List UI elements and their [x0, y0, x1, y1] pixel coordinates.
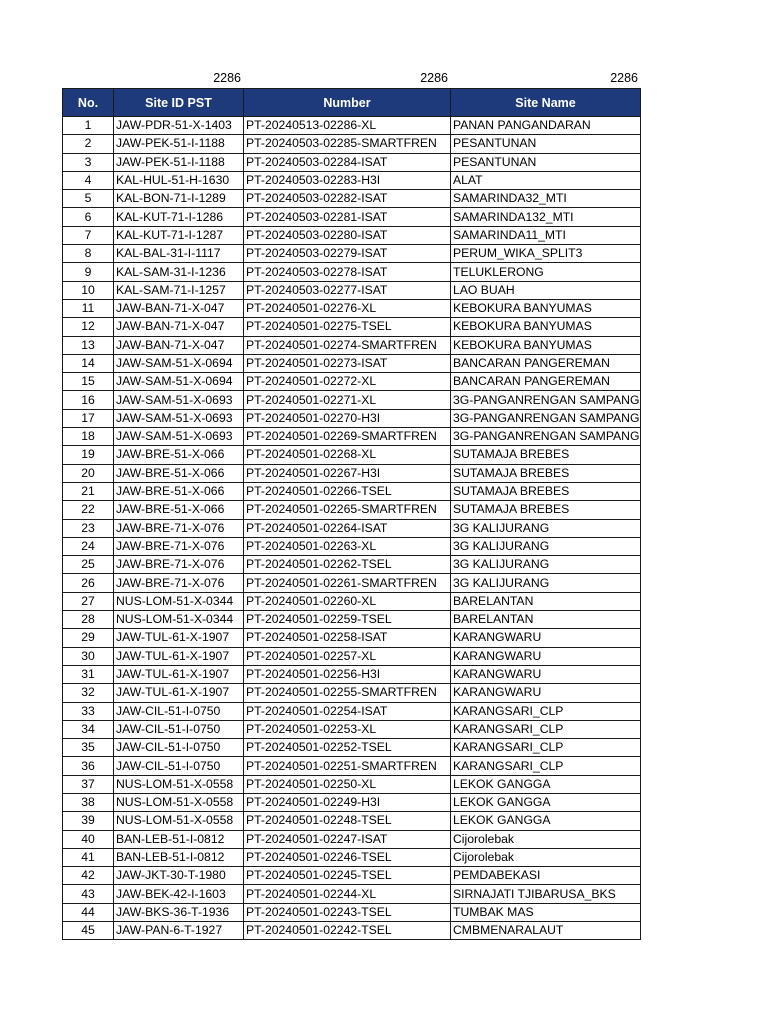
cell-no[interactable]: 12	[63, 318, 114, 336]
table-row	[63, 757, 641, 775]
cell-number[interactable]: PT-20240501-02266-TSEL	[244, 482, 451, 500]
cell-site-name[interactable]: TUMBAK MAS	[451, 903, 641, 921]
column-count-row	[62, 68, 640, 88]
cell-site-name[interactable]: LEKOK GANGGA	[451, 812, 641, 830]
cell-site-name[interactable]: KARANGWARU	[451, 647, 641, 665]
cell-no[interactable]: 45	[63, 922, 114, 940]
header-row	[63, 89, 641, 117]
cell-no[interactable]: 23	[63, 519, 114, 537]
cell-number[interactable]: PT-20240501-02269-SMARTFREN	[244, 428, 451, 446]
cell-site-name[interactable]: LAO BUAH	[451, 281, 641, 299]
cell-number[interactable]: PT-20240501-02247-ISAT	[244, 830, 451, 848]
header-site-id[interactable]: Site ID PST	[114, 89, 244, 117]
cell-site-name[interactable]: 3G-PANGANRENGAN SAMPANG	[451, 391, 641, 409]
table-row	[63, 629, 641, 647]
cell-site-name[interactable]: KEBOKURA BANYUMAS	[451, 299, 641, 317]
table-row	[63, 885, 641, 903]
cell-number[interactable]: PT-20240501-02246-TSEL	[244, 848, 451, 866]
cell-no[interactable]: 30	[63, 647, 114, 665]
cell-number[interactable]: PT-20240501-02250-XL	[244, 775, 451, 793]
table-row	[63, 867, 641, 885]
cell-site-name[interactable]: 3G-PANGANRENGAN SAMPANG	[451, 428, 641, 446]
cell-site-id[interactable]: JAW-BAN-71-X-047	[114, 336, 244, 354]
cell-site-name[interactable]: 3G KALIJURANG	[451, 537, 641, 555]
cell-site-id[interactable]: BAN-LEB-51-I-0812	[114, 830, 244, 848]
table-row	[63, 830, 641, 848]
cell-site-id[interactable]: JAW-SAM-51-X-0693	[114, 391, 244, 409]
cell-site-name[interactable]: BARELANTAN	[451, 592, 641, 610]
cell-number[interactable]: PT-20240501-02270-H3I	[244, 409, 451, 427]
cell-site-name[interactable]: 3G-PANGANRENGAN SAMPANG	[451, 409, 641, 427]
cell-no[interactable]: 22	[63, 501, 114, 519]
cell-no[interactable]: 26	[63, 574, 114, 592]
cell-site-id[interactable]: JAW-PEK-51-I-1188	[114, 135, 244, 153]
cell-site-id[interactable]: JAW-BRE-71-X-076	[114, 537, 244, 555]
table-row	[63, 171, 641, 189]
table-row	[63, 226, 641, 244]
cell-site-name[interactable]: PESANTUNAN	[451, 153, 641, 171]
cell-site-id[interactable]: JAW-BRE-71-X-076	[114, 574, 244, 592]
cell-no[interactable]: 21	[63, 482, 114, 500]
cell-site-name[interactable]: KARANGWARU	[451, 629, 641, 647]
cell-no[interactable]: 44	[63, 903, 114, 921]
cell-number[interactable]: PT-20240503-02283-H3I	[244, 171, 451, 189]
cell-site-name[interactable]: KEBOKURA BANYUMAS	[451, 318, 641, 336]
table-row	[63, 409, 641, 427]
cell-number[interactable]: PT-20240501-02242-TSEL	[244, 922, 451, 940]
cell-site-name[interactable]: TELUKLERONG	[451, 263, 641, 281]
table-row	[63, 299, 641, 317]
cell-site-id[interactable]: KAL-KUT-71-I-1286	[114, 208, 244, 226]
cell-site-id[interactable]: JAW-SAM-51-X-0694	[114, 354, 244, 372]
cell-site-name[interactable]: KARANGWARU	[451, 684, 641, 702]
table-row	[63, 739, 641, 757]
cell-no[interactable]: 31	[63, 665, 114, 683]
cell-number[interactable]: PT-20240513-02286-XL	[244, 117, 451, 135]
cell-no[interactable]: 14	[63, 354, 114, 372]
cell-no[interactable]: 7	[63, 226, 114, 244]
table-row	[63, 446, 641, 464]
cell-number[interactable]: PT-20240503-02277-ISAT	[244, 281, 451, 299]
cell-no[interactable]: 8	[63, 245, 114, 263]
cell-number[interactable]: PT-20240503-02281-ISAT	[244, 208, 451, 226]
cell-number[interactable]: PT-20240503-02285-SMARTFREN	[244, 135, 451, 153]
cell-number[interactable]: PT-20240501-02274-SMARTFREN	[244, 336, 451, 354]
table-row	[63, 190, 641, 208]
table-row	[63, 318, 641, 336]
cell-number[interactable]: PT-20240501-02243-TSEL	[244, 903, 451, 921]
cell-site-name[interactable]: 3G KALIJURANG	[451, 574, 641, 592]
table-row	[63, 336, 641, 354]
cell-number[interactable]: PT-20240501-02258-ISAT	[244, 629, 451, 647]
cell-site-name[interactable]: SUTAMAJA BREBES	[451, 446, 641, 464]
cell-site-name[interactable]: BANCARAN PANGEREMAN	[451, 354, 641, 372]
cell-no[interactable]: 19	[63, 446, 114, 464]
cell-site-id[interactable]: NUS-LOM-51-X-0344	[114, 611, 244, 629]
cell-no[interactable]: 24	[63, 537, 114, 555]
table-row	[63, 903, 641, 921]
cell-site-name[interactable]: KEBOKURA BANYUMAS	[451, 336, 641, 354]
cell-site-id[interactable]: KAL-BON-71-I-1289	[114, 190, 244, 208]
cell-no[interactable]: 38	[63, 793, 114, 811]
table-row	[63, 574, 641, 592]
cell-no[interactable]: 29	[63, 629, 114, 647]
cell-no[interactable]: 9	[63, 263, 114, 281]
table-row	[63, 391, 641, 409]
table-row	[63, 848, 641, 866]
cell-site-name[interactable]: SUTAMAJA BREBES	[451, 501, 641, 519]
cell-no[interactable]: 25	[63, 556, 114, 574]
cell-number[interactable]: PT-20240501-02248-TSEL	[244, 812, 451, 830]
table-body	[63, 117, 641, 940]
cell-number[interactable]: PT-20240501-02265-SMARTFREN	[244, 501, 451, 519]
count-site-name: 2286	[610, 71, 638, 85]
cell-no[interactable]: 35	[63, 739, 114, 757]
cell-number[interactable]: PT-20240501-02245-TSEL	[244, 867, 451, 885]
header-no[interactable]: No.	[63, 89, 114, 117]
cell-site-id[interactable]: NUS-LOM-51-X-0558	[114, 793, 244, 811]
cell-site-id[interactable]: JAW-CIL-51-I-0750	[114, 702, 244, 720]
table-row	[63, 117, 641, 135]
cell-site-name[interactable]: LEKOK GANGGA	[451, 775, 641, 793]
cell-no[interactable]: 5	[63, 190, 114, 208]
cell-no[interactable]: 10	[63, 281, 114, 299]
cell-number[interactable]: PT-20240501-02271-XL	[244, 391, 451, 409]
cell-number[interactable]: PT-20240501-02273-ISAT	[244, 354, 451, 372]
table-row	[63, 537, 641, 555]
cell-site-name[interactable]: Cijorolebak	[451, 848, 641, 866]
cell-site-id[interactable]: JAW-CIL-51-I-0750	[114, 720, 244, 738]
cell-site-id[interactable]: KAL-SAM-31-I-1236	[114, 263, 244, 281]
table-row	[63, 482, 641, 500]
cell-no[interactable]: 15	[63, 373, 114, 391]
cell-site-id[interactable]: JAW-BRE-51-X-066	[114, 501, 244, 519]
cell-no[interactable]: 17	[63, 409, 114, 427]
cell-no[interactable]: 41	[63, 848, 114, 866]
cell-number[interactable]: PT-20240501-02267-H3I	[244, 464, 451, 482]
cell-site-id[interactable]: JAW-BRE-51-X-066	[114, 464, 244, 482]
cell-site-name[interactable]: KARANGSARI_CLP	[451, 720, 641, 738]
cell-number[interactable]: PT-20240501-02261-SMARTFREN	[244, 574, 451, 592]
table-row	[63, 245, 641, 263]
cell-site-id[interactable]: JAW-BAN-71-X-047	[114, 318, 244, 336]
cell-site-name[interactable]: KARANGSARI_CLP	[451, 757, 641, 775]
cell-site-name[interactable]: PERUM_WIKA_SPLIT3	[451, 245, 641, 263]
table-row	[63, 775, 641, 793]
cell-site-id[interactable]: JAW-CIL-51-I-0750	[114, 739, 244, 757]
cell-number[interactable]: PT-20240501-02256-H3I	[244, 665, 451, 683]
cell-site-id[interactable]: JAW-BKS-36-T-1936	[114, 903, 244, 921]
cell-number[interactable]: PT-20240501-02264-ISAT	[244, 519, 451, 537]
table-row	[63, 793, 641, 811]
cell-number[interactable]: PT-20240501-02276-XL	[244, 299, 451, 317]
cell-site-name[interactable]: PANAN PANGANDARAN	[451, 117, 641, 135]
cell-site-id[interactable]: KAL-HUL-51-H-1630	[114, 171, 244, 189]
cell-no[interactable]: 20	[63, 464, 114, 482]
cell-site-id[interactable]: JAW-JKT-30-T-1980	[114, 867, 244, 885]
cell-no[interactable]: 32	[63, 684, 114, 702]
cell-site-id[interactable]: JAW-PDR-51-X-1403	[114, 117, 244, 135]
table-row	[63, 592, 641, 610]
cell-no[interactable]: 18	[63, 428, 114, 446]
table-row	[63, 208, 641, 226]
cell-site-name[interactable]: PESANTUNAN	[451, 135, 641, 153]
table-row	[63, 647, 641, 665]
table-row	[63, 428, 641, 446]
cell-number[interactable]: PT-20240501-02254-ISAT	[244, 702, 451, 720]
cell-site-name[interactable]: KARANGSARI_CLP	[451, 702, 641, 720]
cell-site-name[interactable]: SUTAMAJA BREBES	[451, 482, 641, 500]
cell-site-id[interactable]: JAW-TUL-61-X-1907	[114, 647, 244, 665]
count-number: 2286	[420, 71, 448, 85]
table-row	[63, 519, 641, 537]
cell-number[interactable]: PT-20240503-02279-ISAT	[244, 245, 451, 263]
cell-no[interactable]: 28	[63, 611, 114, 629]
table-row	[63, 556, 641, 574]
cell-site-id[interactable]: JAW-BRE-71-X-076	[114, 556, 244, 574]
cell-site-id[interactable]: JAW-SAM-51-X-0694	[114, 373, 244, 391]
cell-site-name[interactable]: Cijorolebak	[451, 830, 641, 848]
cell-number[interactable]: PT-20240501-02244-XL	[244, 885, 451, 903]
table-row	[63, 611, 641, 629]
cell-no[interactable]: 16	[63, 391, 114, 409]
cell-number[interactable]: PT-20240503-02282-ISAT	[244, 190, 451, 208]
cell-no[interactable]: 36	[63, 757, 114, 775]
table-row	[63, 922, 641, 940]
table-row	[63, 281, 641, 299]
cell-site-id[interactable]: KAL-SAM-71-I-1257	[114, 281, 244, 299]
table-row	[63, 263, 641, 281]
table-row	[63, 665, 641, 683]
cell-no[interactable]: 13	[63, 336, 114, 354]
cell-no[interactable]: 37	[63, 775, 114, 793]
cell-site-name[interactable]: PEMDABEKASI	[451, 867, 641, 885]
cell-number[interactable]: PT-20240501-02249-H3I	[244, 793, 451, 811]
cell-site-id[interactable]: BAN-LEB-51-I-0812	[114, 848, 244, 866]
cell-site-id[interactable]: NUS-LOM-51-X-0558	[114, 775, 244, 793]
cell-no[interactable]: 39	[63, 812, 114, 830]
cell-site-name[interactable]: KARANGWARU	[451, 665, 641, 683]
cell-no[interactable]: 2	[63, 135, 114, 153]
cell-site-name[interactable]: 3G KALIJURANG	[451, 519, 641, 537]
cell-number[interactable]: PT-20240501-02259-TSEL	[244, 611, 451, 629]
cell-site-id[interactable]: JAW-BEK-42-I-1603	[114, 885, 244, 903]
cell-site-name[interactable]: LEKOK GANGGA	[451, 793, 641, 811]
cell-site-id[interactable]: JAW-SAM-51-X-0693	[114, 409, 244, 427]
cell-number[interactable]: PT-20240501-02275-TSEL	[244, 318, 451, 336]
cell-number[interactable]: PT-20240501-02252-TSEL	[244, 739, 451, 757]
cell-no[interactable]: 33	[63, 702, 114, 720]
cell-site-id[interactable]: NUS-LOM-51-X-0344	[114, 592, 244, 610]
cell-site-id[interactable]: JAW-TUL-61-X-1907	[114, 665, 244, 683]
cell-site-name[interactable]: ALAT	[451, 171, 641, 189]
cell-site-id[interactable]: NUS-LOM-51-X-0558	[114, 812, 244, 830]
cell-site-name[interactable]: SAMARINDA132_MTI	[451, 208, 641, 226]
cell-site-id[interactable]: KAL-BAL-31-I-1117	[114, 245, 244, 263]
cell-no[interactable]: 3	[63, 153, 114, 171]
table-row	[63, 720, 641, 738]
table-row	[63, 812, 641, 830]
cell-number[interactable]: PT-20240501-02263-XL	[244, 537, 451, 555]
cell-number[interactable]: PT-20240503-02278-ISAT	[244, 263, 451, 281]
cell-no[interactable]: 27	[63, 592, 114, 610]
cell-site-name[interactable]: BANCARAN PANGEREMAN	[451, 373, 641, 391]
table-row	[63, 153, 641, 171]
cell-site-name[interactable]: 3G KALIJURANG	[451, 556, 641, 574]
cell-site-id[interactable]: JAW-SAM-51-X-0693	[114, 428, 244, 446]
cell-number[interactable]: PT-20240501-02257-XL	[244, 647, 451, 665]
header-site-name[interactable]: Site Name	[451, 89, 641, 117]
header-number[interactable]: Number	[244, 89, 451, 117]
cell-number[interactable]: PT-20240501-02253-XL	[244, 720, 451, 738]
table-row	[63, 501, 641, 519]
table-row	[63, 354, 641, 372]
cell-site-id[interactable]: JAW-BAN-71-X-047	[114, 299, 244, 317]
cell-no[interactable]: 1	[63, 117, 114, 135]
cell-no[interactable]: 11	[63, 299, 114, 317]
cell-number[interactable]: PT-20240503-02284-ISAT	[244, 153, 451, 171]
spreadsheet-sheet	[62, 68, 640, 940]
cell-number[interactable]: PT-20240501-02260-XL	[244, 592, 451, 610]
cell-no[interactable]: 42	[63, 867, 114, 885]
cell-site-id[interactable]: JAW-BRE-51-X-066	[114, 446, 244, 464]
table-row	[63, 702, 641, 720]
cell-number[interactable]: PT-20240503-02280-ISAT	[244, 226, 451, 244]
count-blank	[62, 68, 113, 88]
cell-no[interactable]: 43	[63, 885, 114, 903]
cell-number[interactable]: PT-20240501-02262-TSEL	[244, 556, 451, 574]
cell-site-id[interactable]: JAW-BRE-51-X-066	[114, 482, 244, 500]
cell-number[interactable]: PT-20240501-02251-SMARTFREN	[244, 757, 451, 775]
cell-site-id[interactable]: JAW-TUL-61-X-1907	[114, 629, 244, 647]
cell-site-id[interactable]: JAW-CIL-51-I-0750	[114, 757, 244, 775]
cell-site-name[interactable]: CMBMENARALAUT	[451, 922, 641, 940]
cell-site-name[interactable]: SAMARINDA11_MTI	[451, 226, 641, 244]
site-table	[62, 88, 641, 940]
cell-site-name[interactable]: SUTAMAJA BREBES	[451, 464, 641, 482]
cell-no[interactable]: 34	[63, 720, 114, 738]
cell-site-name[interactable]: SAMARINDA32_MTI	[451, 190, 641, 208]
cell-no[interactable]: 4	[63, 171, 114, 189]
table-row	[63, 684, 641, 702]
cell-site-id[interactable]: JAW-PEK-51-I-1188	[114, 153, 244, 171]
cell-number[interactable]: PT-20240501-02255-SMARTFREN	[244, 684, 451, 702]
cell-number[interactable]: PT-20240501-02268-XL	[244, 446, 451, 464]
cell-no[interactable]: 40	[63, 830, 114, 848]
cell-site-id[interactable]: JAW-BRE-71-X-076	[114, 519, 244, 537]
cell-site-id[interactable]: JAW-PAN-6-T-1927	[114, 922, 244, 940]
cell-site-name[interactable]: BARELANTAN	[451, 611, 641, 629]
cell-site-id[interactable]: KAL-KUT-71-I-1287	[114, 226, 244, 244]
table-row	[63, 464, 641, 482]
cell-site-id[interactable]: JAW-TUL-61-X-1907	[114, 684, 244, 702]
count-site-id: 2286	[213, 71, 241, 85]
cell-site-name[interactable]: SIRNAJATI TJIBARUSA_BKS	[451, 885, 641, 903]
cell-number[interactable]: PT-20240501-02272-XL	[244, 373, 451, 391]
cell-site-name[interactable]: KARANGSARI_CLP	[451, 739, 641, 757]
table-row	[63, 373, 641, 391]
table-row	[63, 135, 641, 153]
cell-no[interactable]: 6	[63, 208, 114, 226]
